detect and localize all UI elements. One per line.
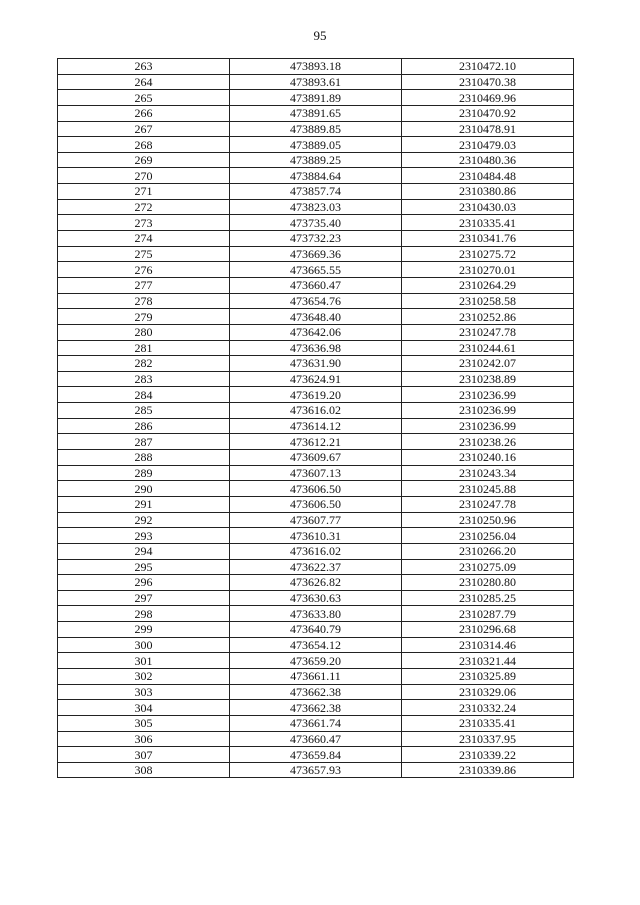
y-coordinate-cell: 2310275.09 — [402, 559, 574, 575]
point-number-cell: 295 — [58, 559, 230, 575]
point-number-cell: 270 — [58, 168, 230, 184]
y-coordinate-cell: 2310245.88 — [402, 481, 574, 497]
table-row — [58, 450, 574, 466]
y-coordinate-cell: 2310250.96 — [402, 512, 574, 528]
table-row — [58, 90, 574, 106]
y-coordinate-cell: 2310275.72 — [402, 246, 574, 262]
table-row — [58, 512, 574, 528]
point-number-cell: 299 — [58, 622, 230, 638]
y-coordinate-cell: 2310256.04 — [402, 528, 574, 544]
x-coordinate-cell: 473640.79 — [230, 622, 402, 638]
page-number: 95 — [313, 28, 327, 43]
y-coordinate-cell: 2310238.26 — [402, 434, 574, 450]
y-coordinate-cell: 2310335.41 — [402, 715, 574, 731]
table-row — [58, 622, 574, 638]
y-coordinate-cell: 2310339.86 — [402, 762, 574, 778]
x-coordinate-cell: 473889.85 — [230, 121, 402, 137]
table-row — [58, 465, 574, 481]
table-row — [58, 152, 574, 168]
y-coordinate-cell: 2310314.46 — [402, 637, 574, 653]
table-row — [58, 74, 574, 90]
table-row — [58, 715, 574, 731]
y-coordinate-cell: 2310236.99 — [402, 418, 574, 434]
table-row — [58, 653, 574, 669]
y-coordinate-cell: 2310258.58 — [402, 293, 574, 309]
y-coordinate-cell: 2310242.07 — [402, 356, 574, 372]
x-coordinate-cell: 473648.40 — [230, 309, 402, 325]
y-coordinate-cell: 2310470.92 — [402, 105, 574, 121]
table-row — [58, 637, 574, 653]
point-number-cell: 265 — [58, 90, 230, 106]
coordinates-table — [57, 58, 574, 778]
x-coordinate-cell: 473616.02 — [230, 403, 402, 419]
y-coordinate-cell: 2310238.89 — [402, 371, 574, 387]
table-row — [58, 403, 574, 419]
y-coordinate-cell: 2310339.22 — [402, 747, 574, 763]
y-coordinate-cell: 2310321.44 — [402, 653, 574, 669]
table-row — [58, 105, 574, 121]
point-number-cell: 290 — [58, 481, 230, 497]
point-number-cell: 286 — [58, 418, 230, 434]
y-coordinate-cell: 2310430.03 — [402, 199, 574, 215]
x-coordinate-cell: 473610.31 — [230, 528, 402, 544]
table-row — [58, 59, 574, 75]
x-coordinate-cell: 473654.12 — [230, 637, 402, 653]
point-number-cell: 306 — [58, 731, 230, 747]
table-row — [58, 590, 574, 606]
x-coordinate-cell: 473857.74 — [230, 184, 402, 200]
x-coordinate-cell: 473660.47 — [230, 277, 402, 293]
x-coordinate-cell: 473891.89 — [230, 90, 402, 106]
point-number-cell: 292 — [58, 512, 230, 528]
point-number-cell: 287 — [58, 434, 230, 450]
y-coordinate-cell: 2310470.38 — [402, 74, 574, 90]
y-coordinate-cell: 2310484.48 — [402, 168, 574, 184]
y-coordinate-cell: 2310280.80 — [402, 575, 574, 591]
x-coordinate-cell: 473616.02 — [230, 543, 402, 559]
point-number-cell: 296 — [58, 575, 230, 591]
point-number-cell: 303 — [58, 684, 230, 700]
x-coordinate-cell: 473654.76 — [230, 293, 402, 309]
point-number-cell: 273 — [58, 215, 230, 231]
y-coordinate-cell: 2310266.20 — [402, 543, 574, 559]
table-row — [58, 481, 574, 497]
point-number-cell: 288 — [58, 450, 230, 466]
point-number-cell: 293 — [58, 528, 230, 544]
y-coordinate-cell: 2310479.03 — [402, 137, 574, 153]
table-row — [58, 309, 574, 325]
x-coordinate-cell: 473891.65 — [230, 105, 402, 121]
x-coordinate-cell: 473661.74 — [230, 715, 402, 731]
table-row — [58, 277, 574, 293]
y-coordinate-cell: 2310478.91 — [402, 121, 574, 137]
y-coordinate-cell: 2310337.95 — [402, 731, 574, 747]
y-coordinate-cell: 2310469.96 — [402, 90, 574, 106]
x-coordinate-cell: 473607.13 — [230, 465, 402, 481]
x-coordinate-cell: 473630.63 — [230, 590, 402, 606]
x-coordinate-cell: 473823.03 — [230, 199, 402, 215]
x-coordinate-cell: 473657.93 — [230, 762, 402, 778]
point-number-cell: 300 — [58, 637, 230, 653]
x-coordinate-cell: 473893.61 — [230, 74, 402, 90]
point-number-cell: 307 — [58, 747, 230, 763]
x-coordinate-cell: 473612.21 — [230, 434, 402, 450]
table-row — [58, 606, 574, 622]
point-number-cell: 272 — [58, 199, 230, 215]
y-coordinate-cell: 2310264.29 — [402, 277, 574, 293]
x-coordinate-cell: 473661.11 — [230, 668, 402, 684]
x-coordinate-cell: 473633.80 — [230, 606, 402, 622]
x-coordinate-cell: 473642.06 — [230, 324, 402, 340]
table-row — [58, 215, 574, 231]
y-coordinate-cell: 2310247.78 — [402, 496, 574, 512]
x-coordinate-cell: 473735.40 — [230, 215, 402, 231]
point-number-cell: 302 — [58, 668, 230, 684]
x-coordinate-cell: 473665.55 — [230, 262, 402, 278]
table-row — [58, 543, 574, 559]
y-coordinate-cell: 2310287.79 — [402, 606, 574, 622]
table-row — [58, 528, 574, 544]
point-number-cell: 297 — [58, 590, 230, 606]
point-number-cell: 268 — [58, 137, 230, 153]
point-number-cell: 276 — [58, 262, 230, 278]
point-number-cell: 271 — [58, 184, 230, 200]
y-coordinate-cell: 2310252.86 — [402, 309, 574, 325]
y-coordinate-cell: 2310325.89 — [402, 668, 574, 684]
point-number-cell: 308 — [58, 762, 230, 778]
table-row — [58, 121, 574, 137]
table-row — [58, 371, 574, 387]
table-row — [58, 668, 574, 684]
table-row — [58, 418, 574, 434]
y-coordinate-cell: 2310236.99 — [402, 387, 574, 403]
y-coordinate-cell: 2310270.01 — [402, 262, 574, 278]
y-coordinate-cell: 2310285.25 — [402, 590, 574, 606]
point-number-cell: 266 — [58, 105, 230, 121]
table-row — [58, 559, 574, 575]
point-number-cell: 291 — [58, 496, 230, 512]
x-coordinate-cell: 473614.12 — [230, 418, 402, 434]
table-row — [58, 684, 574, 700]
point-number-cell: 267 — [58, 121, 230, 137]
point-number-cell: 285 — [58, 403, 230, 419]
x-coordinate-cell: 473609.67 — [230, 450, 402, 466]
x-coordinate-cell: 473659.84 — [230, 747, 402, 763]
y-coordinate-cell: 2310247.78 — [402, 324, 574, 340]
point-number-cell: 275 — [58, 246, 230, 262]
x-coordinate-cell: 473631.90 — [230, 356, 402, 372]
table-row — [58, 356, 574, 372]
table-row — [58, 434, 574, 450]
point-number-cell: 298 — [58, 606, 230, 622]
table-row — [58, 246, 574, 262]
table-row — [58, 340, 574, 356]
table-row — [58, 137, 574, 153]
point-number-cell: 278 — [58, 293, 230, 309]
table-row — [58, 324, 574, 340]
point-number-cell: 282 — [58, 356, 230, 372]
point-number-cell: 283 — [58, 371, 230, 387]
table-row — [58, 293, 574, 309]
x-coordinate-cell: 473607.77 — [230, 512, 402, 528]
x-coordinate-cell: 473636.98 — [230, 340, 402, 356]
point-number-cell: 263 — [58, 59, 230, 75]
y-coordinate-cell: 2310329.06 — [402, 684, 574, 700]
table-row — [58, 262, 574, 278]
table-row — [58, 184, 574, 200]
x-coordinate-cell: 473662.38 — [230, 684, 402, 700]
x-coordinate-cell: 473626.82 — [230, 575, 402, 591]
point-number-cell: 281 — [58, 340, 230, 356]
point-number-cell: 305 — [58, 715, 230, 731]
y-coordinate-cell: 2310243.34 — [402, 465, 574, 481]
x-coordinate-cell: 473893.18 — [230, 59, 402, 75]
x-coordinate-cell: 473660.47 — [230, 731, 402, 747]
table-row — [58, 387, 574, 403]
x-coordinate-cell: 473606.50 — [230, 496, 402, 512]
table-row — [58, 747, 574, 763]
y-coordinate-cell: 2310472.10 — [402, 59, 574, 75]
point-number-cell: 294 — [58, 543, 230, 559]
point-number-cell: 269 — [58, 152, 230, 168]
x-coordinate-cell: 473622.37 — [230, 559, 402, 575]
x-coordinate-cell: 473606.50 — [230, 481, 402, 497]
point-number-cell: 279 — [58, 309, 230, 325]
point-number-cell: 264 — [58, 74, 230, 90]
y-coordinate-cell: 2310335.41 — [402, 215, 574, 231]
point-number-cell: 304 — [58, 700, 230, 716]
x-coordinate-cell: 473889.05 — [230, 137, 402, 153]
y-coordinate-cell: 2310296.68 — [402, 622, 574, 638]
y-coordinate-cell: 2310244.61 — [402, 340, 574, 356]
x-coordinate-cell: 473669.36 — [230, 246, 402, 262]
x-coordinate-cell: 473662.38 — [230, 700, 402, 716]
x-coordinate-cell: 473889.25 — [230, 152, 402, 168]
table-row — [58, 731, 574, 747]
y-coordinate-cell: 2310480.36 — [402, 152, 574, 168]
y-coordinate-cell: 2310240.16 — [402, 450, 574, 466]
coordinates-table-body — [58, 59, 574, 778]
table-row — [58, 700, 574, 716]
point-number-cell: 284 — [58, 387, 230, 403]
point-number-cell: 280 — [58, 324, 230, 340]
y-coordinate-cell: 2310341.76 — [402, 231, 574, 247]
table-row — [58, 231, 574, 247]
table-row — [58, 575, 574, 591]
x-coordinate-cell: 473659.20 — [230, 653, 402, 669]
point-number-cell: 277 — [58, 277, 230, 293]
y-coordinate-cell: 2310380.86 — [402, 184, 574, 200]
table-row — [58, 168, 574, 184]
point-number-cell: 289 — [58, 465, 230, 481]
y-coordinate-cell: 2310236.99 — [402, 403, 574, 419]
point-number-cell: 301 — [58, 653, 230, 669]
x-coordinate-cell: 473884.64 — [230, 168, 402, 184]
x-coordinate-cell: 473732.23 — [230, 231, 402, 247]
table-row — [58, 762, 574, 778]
table-row — [58, 199, 574, 215]
x-coordinate-cell: 473619.20 — [230, 387, 402, 403]
table-row — [58, 496, 574, 512]
y-coordinate-cell: 2310332.24 — [402, 700, 574, 716]
point-number-cell: 274 — [58, 231, 230, 247]
x-coordinate-cell: 473624.91 — [230, 371, 402, 387]
